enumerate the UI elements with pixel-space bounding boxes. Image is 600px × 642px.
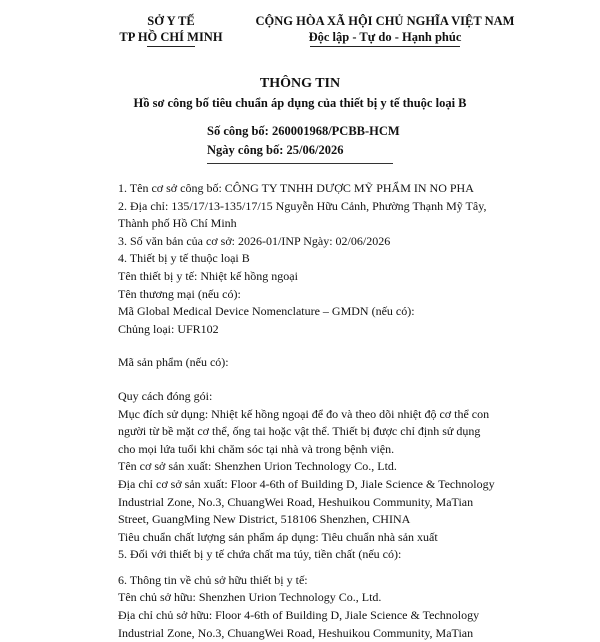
motto-underline bbox=[310, 46, 460, 47]
quality-standard: Tiêu chuẩn chất lượng sản phẩm áp dụng: Tiêu chuẩn nhà sản xuất bbox=[118, 529, 438, 544]
manufacturer-address: Địa chỉ cơ sở sản xuất: Floor 4-6th of Building D, Jiale Science & Technology Industrial Zone, No.3, ChuangWei Road, Heshuikou Community, MaTian Street, GuangMing New District, 518106 Shenzhen, CHINA bbox=[118, 476, 495, 527]
owner-name: Tên chủ sở hữu: Shenzhen Urion Technology Co., Ltd. bbox=[118, 590, 382, 605]
authority-line-2: TP HỒ CHÍ MINH bbox=[119, 30, 223, 44]
packaging: Quy cách đóng gói: bbox=[118, 388, 213, 403]
controlled-substances: 5. Đối với thiết bị y tế chứa chất ma túy, tiền chất (nếu có): bbox=[118, 547, 402, 562]
intended-use: Mục đích sử dụng: Nhiệt kế hồng ngoại để đo và theo dõi nhiệt độ cơ thể con người từ bề mặt cơ thể, ống tai hoặc vật thể. Thiết bị được chỉ định sử dụng cho mọi lứa tuổi khi chăm sóc tại nhà và trong bệnh viện. bbox=[118, 406, 490, 456]
national-motto bbox=[250, 13, 520, 47]
document-body bbox=[118, 180, 498, 642]
spacer bbox=[118, 372, 498, 388]
manufacturer-name: Tên cơ sở sản xuất: Shenzhen Urion Technology Co., Ltd. bbox=[118, 459, 397, 474]
owner-section-heading: 6. Thông tin về chủ sở hữu thiết bị y tế: bbox=[118, 572, 308, 587]
gmdn-code: Mã Global Medical Device Nomenclature – GMDN (nếu có): bbox=[118, 304, 415, 319]
product-code: Mã sản phẩm (nếu có): bbox=[118, 355, 229, 370]
document-subtitle: Hồ sơ công bố tiêu chuẩn áp dụng của thiết bị y tế thuộc loại B bbox=[133, 96, 467, 110]
declarant-name: 1. Tên cơ sở công bố: CÔNG TY TNHH DƯỢC MỸ PHẨM IN NO PHA bbox=[118, 181, 474, 195]
device-name: Tên thiết bị y tế: Nhiệt kế hồng ngoại bbox=[118, 268, 298, 283]
publication-number: Số công bố: 260001968/PCBB-HCM bbox=[207, 124, 400, 138]
declarant-address-cont: Thành phố Hồ Chí Minh bbox=[118, 216, 237, 231]
spacer bbox=[118, 564, 498, 572]
document-title: THÔNG TIN bbox=[259, 76, 341, 91]
divider-rule bbox=[207, 163, 393, 164]
trade-name: Tên thương mại (nếu có): bbox=[118, 286, 241, 301]
device-class: 4. Thiết bị y tế thuộc loại B bbox=[118, 251, 250, 266]
device-type: Chủng loại: UFR102 bbox=[118, 321, 219, 336]
issuing-authority bbox=[96, 13, 246, 47]
country-name: CỘNG HÒA XÃ HỘI CHỦ NGHĨA VIỆT NAM bbox=[255, 14, 515, 28]
declarant-address: 2. Địa chỉ: 135/17/13-135/17/15 Nguyễn Hữu Cảnh, Phường Thạnh Mỹ Tây, bbox=[118, 198, 487, 213]
authority-line-1: SỞ Y TẾ bbox=[147, 14, 195, 28]
motto: Độc lập - Tự do - Hạnh phúc bbox=[308, 30, 462, 44]
spacer bbox=[118, 338, 498, 354]
owner-address: Địa chỉ chủ sở hữu: Floor 4-6th of Building D, Jiale Science & Technology Industrial Zone, No.3, ChuangWei Road, Heshuikou Community, MaTian bbox=[118, 608, 480, 640]
publication-date: Ngày công bố: 25/06/2026 bbox=[207, 143, 344, 157]
authority-underline bbox=[147, 46, 195, 47]
document-number: 3. Số văn bản của cơ sở: 2026-01/INP Ngày: 02/06/2026 bbox=[118, 233, 391, 248]
